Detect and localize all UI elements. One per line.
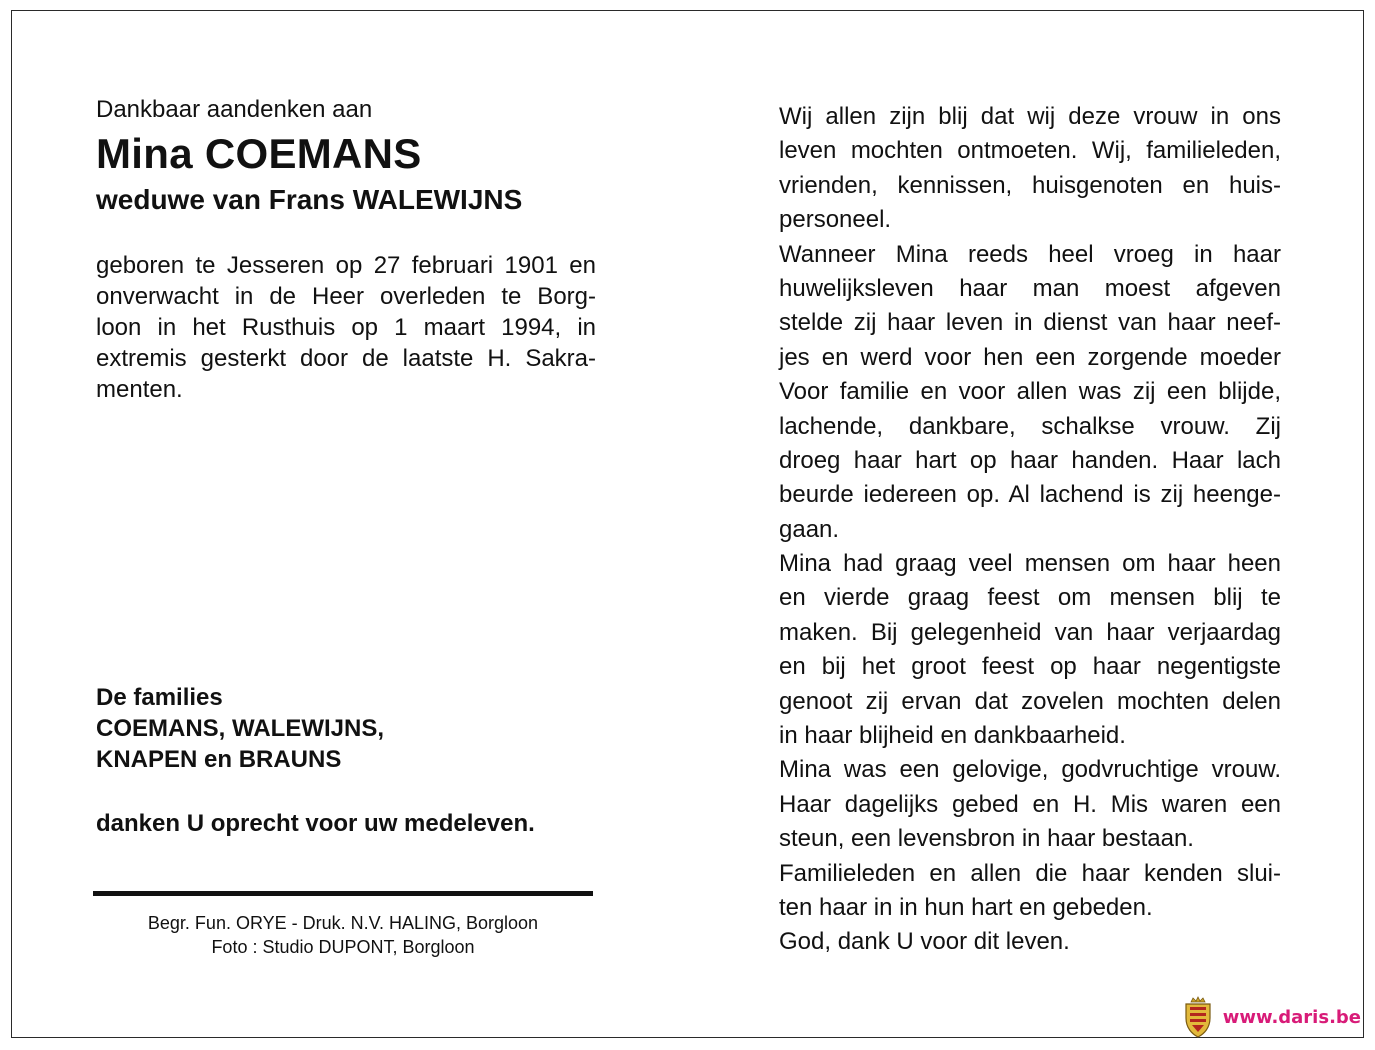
printer-credits [93,911,593,959]
bio-line: menten. [96,376,183,403]
text-line: Familieleden en allen die haar kenden slui- [779,859,1281,887]
divider-rule [93,891,593,896]
families-line: COEMANS, WALEWIJNS, [96,715,385,742]
bio-line: extremis gesterkt door de laatste H. Sakra- [96,345,596,372]
text-line: Haar dagelijks gebed en H. Mis waren een [779,790,1281,818]
text-line: personeel. [779,206,892,234]
text-line: en vierde graag feest om mensen blij te [779,584,1281,612]
bio-line: onverwacht in de Heer overleden te Borg- [96,283,596,310]
printer-line: Begr. Fun. ORYE - Druk. N.V. HALING, Borgloon [147,913,539,933]
text-line: Mina had graag veel mensen om haar heen [779,550,1281,578]
watermark [1183,996,1361,1038]
watermark-text[interactable]: www.daris.be [1222,1006,1361,1028]
text-line: stelde zij haar leven in dienst van haar neef- [779,309,1281,337]
families-line: KNAPEN en BRAUNS [96,746,342,773]
bio-line: geboren te Jesseren op 27 februari 1901 en [96,252,596,279]
text-line: Voor familie en voor allen was zij een blijde, [779,378,1281,406]
text-line: Wij allen zijn blij dat wij deze vrouw in ons [779,103,1281,130]
text-line: droeg haar hart op haar handen. Haar lach [779,446,1281,474]
text-line: maken. Bij gelegenheid van haar verjaardag [779,618,1281,646]
bio-line: loon in het Rusthuis op 1 maart 1994, in [96,314,596,341]
deceased-name: Mina COEMANS [96,130,422,177]
photo-credit-line: Foto : Studio DUPONT, Borgloon [211,937,475,957]
crest-icon [1183,996,1213,1038]
text-line: genoot zij ervan dat zovelen mochten delen [779,687,1281,715]
text-line: steun, een levensbron in haar bestaan. [779,825,1194,853]
text-line: ten haar in in hun hart en gebeden. [779,893,1153,921]
text-line: in haar blijheid en dankbaarheid. [779,722,1126,750]
families-line: De families [96,684,223,711]
text-line: beurde iedereen op. Al lachend is zij heenge- [779,481,1281,509]
text-line: jes en werd voor hen een zorgende moeder [779,343,1281,371]
text-line: huwelijksleven haar man moest afgeven [779,274,1281,302]
text-line: vrienden, kennissen, huisgenoten en huis- [779,171,1281,199]
text-line: Mina was een gelovige, godvruchtige vrouw. [779,756,1281,784]
thanks-text: danken U oprecht voor uw medeleven. [96,810,535,837]
text-line: leven mochten ontmoeten. Wij, familieleden, [779,137,1281,165]
text-line: God, dank U voor dit leven. [779,928,1070,956]
families-block [96,682,384,775]
biography [96,250,596,405]
text-line: en bij het groot feest op haar negentigste [779,653,1281,681]
text-line: gaan. [779,515,840,543]
text-line: lachende, dankbare, schalkse vrouw. Zij [779,412,1281,440]
intro-text: Dankbaar aandenken aan [96,96,373,123]
left-column [96,94,596,405]
right-column [779,100,1281,960]
widow-line: weduwe van Frans WALEWIJNS [96,184,523,215]
text-line: Wanneer Mina reeds heel vroeg in haar [779,240,1281,268]
